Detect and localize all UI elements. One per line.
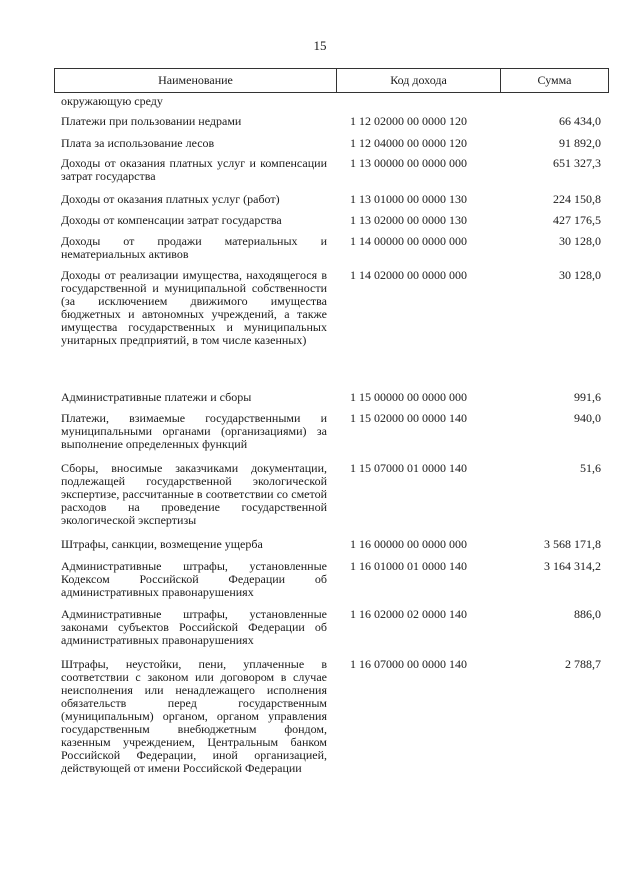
row-code: 1 14 02000 00 0000 000 (350, 268, 467, 282)
row-sum: 91 892,0 (559, 136, 601, 150)
row-sum: 3 164 314,2 (544, 559, 601, 573)
row-sum: 3 568 171,8 (544, 537, 601, 551)
row-name: Административные платежи и сборы (61, 390, 252, 404)
row-name: Штрафы, неустойки, пени, уплаченные в соответствии с законом или договором в случае неисполнения или ненадлежащего исполнения обязательств перед государственным (муниципальным) органом, органом управления государственным внебюджетным фондом, казенным учреждением, Центральным банком Российской Федерации, иной организацией, действующей от имени Российской Федерации (61, 657, 327, 775)
continuation-text: окружающую среду (61, 94, 163, 108)
header-name: Наименование (55, 69, 337, 92)
row-sum: 30 128,0 (559, 268, 601, 282)
row-sum: 51,6 (580, 461, 601, 475)
table-body (0, 94, 640, 775)
row-sum: 651 327,3 (553, 156, 601, 170)
row-sum: 2 788,7 (565, 657, 601, 671)
row-code: 1 14 00000 00 0000 000 (350, 234, 467, 248)
row-name: Доходы от оказания платных услуг (работ) (61, 192, 280, 206)
row-code: 1 16 07000 00 0000 140 (350, 657, 467, 671)
header-code: Код дохода (337, 69, 501, 92)
row-sum: 224 150,8 (553, 192, 601, 206)
row-name: Платежи, взимаемые государственными и муниципальными органами (организациями) за выполнение определенных функций (61, 411, 327, 451)
row-sum: 991,6 (574, 390, 601, 404)
row-code: 1 15 02000 00 0000 140 (350, 411, 467, 425)
table-row-continuation (0, 95, 640, 108)
row-name: Платежи при пользовании недрами (61, 114, 242, 128)
row-name: Сборы, вносимые заказчиками документации, подлежащей государственной экологической экспертизе, рассчитанные в соответствии со сметой расходов на проведение государственной экологической экспертизы (61, 461, 327, 527)
row-name: Доходы от реализации имущества, находящегося в государственной и муниципальной собственности (за исключением движимого имущества бюджетных и автономных учреждений, а также имущества государственных и муниципальных унитарных предприятий, в том числе казенных) (61, 268, 327, 347)
row-name: Штрафы, санкции, возмещение ущерба (61, 537, 263, 551)
header-sum: Сумма (537, 73, 572, 87)
row-code: 1 16 01000 01 0000 140 (350, 559, 467, 573)
row-name: Плата за использование лесов (61, 136, 215, 150)
row-code: 1 13 00000 00 0000 000 (350, 156, 467, 170)
row-code: 1 16 02000 02 0000 140 (350, 607, 467, 621)
row-code: 1 15 00000 00 0000 000 (350, 390, 467, 404)
row-sum: 940,0 (574, 411, 601, 425)
row-code: 1 16 00000 00 0000 000 (350, 537, 467, 551)
page-number: 15 (313, 38, 327, 53)
row-name: Доходы от продажи материальных и нематериальных активов (61, 234, 327, 261)
row-code: 1 12 02000 00 0000 120 (350, 114, 467, 128)
row-name: Административные штрафы, установленные законами субъектов Российской Федерации об административных правонарушениях (61, 607, 327, 647)
row-sum: 886,0 (574, 607, 601, 621)
row-sum: 427 176,5 (553, 213, 601, 227)
row-code: 1 13 02000 00 0000 130 (350, 213, 467, 227)
row-code: 1 15 07000 01 0000 140 (350, 461, 467, 475)
row-name: Административные штрафы, установленные Кодексом Российской Федерации об административных правонарушениях (61, 559, 327, 599)
row-name: Доходы от компенсации затрат государства (61, 213, 282, 227)
row-sum: 66 434,0 (559, 114, 601, 128)
table-header (54, 68, 609, 93)
row-sum: 30 128,0 (559, 234, 601, 248)
row-code: 1 12 04000 00 0000 120 (350, 136, 467, 150)
row-code: 1 13 01000 00 0000 130 (350, 192, 467, 206)
row-name: Доходы от оказания платных услуг и компенсации затрат государства (61, 156, 327, 183)
